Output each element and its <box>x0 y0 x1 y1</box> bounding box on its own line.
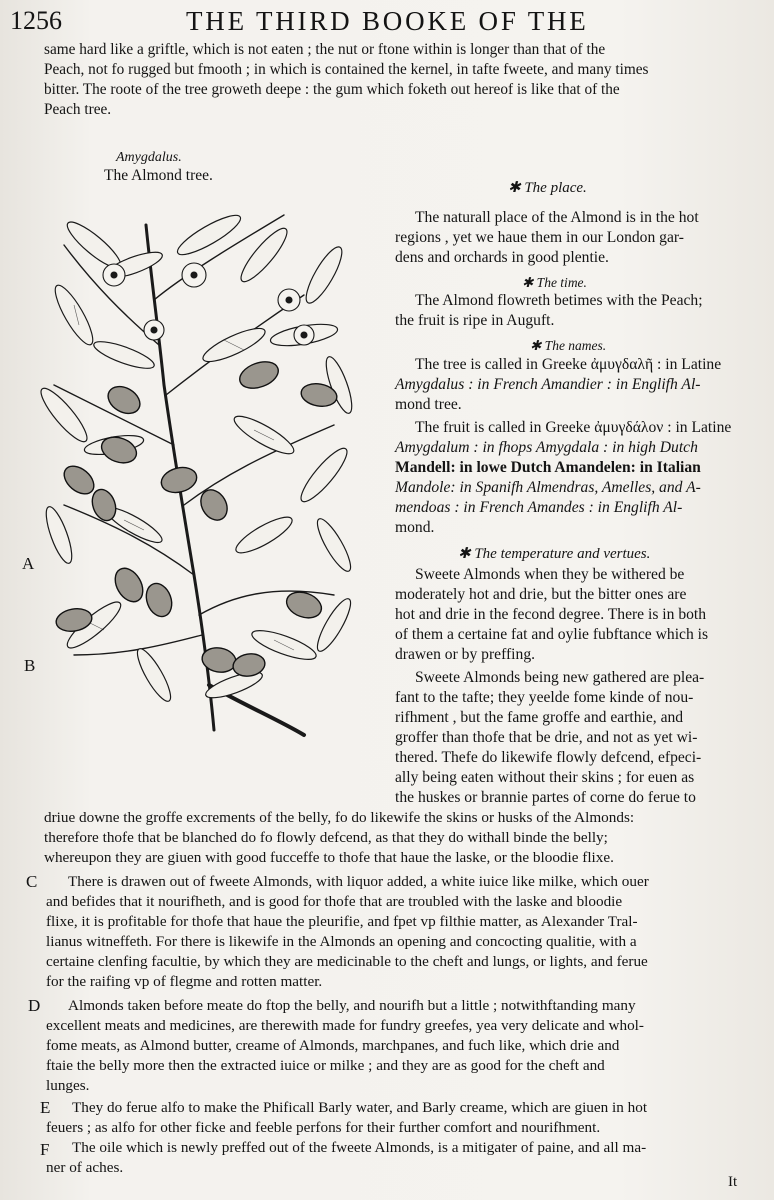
almond-tree-woodcut <box>34 205 374 745</box>
margin-label-e: E <box>40 1098 51 1117</box>
temperature-line: groffer than thofe that be drie, and not as yet wi- <box>395 729 698 746</box>
place-line: dens and orchards in good plentie. <box>395 249 609 266</box>
temperature-line: rifhment , but the fame groffe and earthie, and <box>395 709 684 726</box>
section-c-line: certaine clenfing facultie, by which they are medicinable to the cheft and lungs, or lights, and ferue <box>46 953 648 970</box>
catchword: It <box>728 1174 738 1190</box>
running-title: THE THIRD BOOKE OF THE <box>186 6 589 36</box>
names-line: Amygdalus : in French Amandier : in Englifh Al- <box>395 376 701 393</box>
section-f-line: The oile which is newly preffed out of the fweete Almonds, is a mitigater of paine, and all ma- <box>72 1139 647 1156</box>
temperature-line: therefore thofe that be blanched do fo flowly defcend, as that they do withall binde the belly; <box>44 829 608 846</box>
heading-names: ✱ The names. <box>530 338 607 353</box>
heading-place: ✱ The place. <box>508 180 587 196</box>
temperature-line: the huskes or brannie partes of corne do ferue to <box>395 789 696 806</box>
place-line: regions , yet we haue them in our London gar- <box>395 229 684 246</box>
section-d-line: fome meats, as Almond butter, creame of Almonds, marchpanes, and fuch like, which drie and <box>46 1037 620 1054</box>
section-e-line: feuers ; as alfo for other ficke and feeble perfons for their further comfort and nourifhment. <box>46 1119 601 1136</box>
section-d-line: lunges. <box>46 1077 90 1094</box>
names-line: mendoas : in French Amandes : in Englifh Al- <box>395 499 683 516</box>
temperature-line: drawen or by preffing. <box>395 646 536 663</box>
names-line: mond. <box>395 519 435 536</box>
temperature-line: whereupon they are giuen with good fucceffe to thofe that haue the laske, or the bloodie flixe. <box>44 849 614 866</box>
intro-line: bitter. The roote of the tree groweth deepe : the gum which foketh out hereof is like that of the <box>44 81 620 98</box>
section-f-line: ner of aches. <box>46 1159 124 1176</box>
section-d-line: Almonds taken before meate do ftop the belly, and nourifh but a little ; notwithftanding many <box>68 997 636 1014</box>
intro-line: same hard like a griftle, which is not eaten ; the nut or ftone within is longer than that of the <box>44 41 606 58</box>
heading-time: ✱ The time. <box>522 275 587 290</box>
temperature-line: fant to the tafte; they yeelde fome kinde of nou- <box>395 689 694 706</box>
section-c-line: and befides that it nourifheth, and is good for thofe that are troubled with the laske and bloodie <box>46 893 623 910</box>
temperature-line: of them a certaine fat and oylie fubftance which is <box>395 626 709 643</box>
temperature-line: moderately hot and drie, but the bitter ones are <box>395 586 687 603</box>
heading-temperature: ✱ The temperature and vertues. <box>458 546 651 562</box>
section-c-line: There is drawen out of fweete Almonds, with liquor added, a white iuice like milke, which ouer <box>68 873 649 890</box>
names-line: Mandell: in lowe Dutch Amandelen: in Italian <box>395 459 701 476</box>
names-line: The tree is called in Greeke ἀμυγδαλῆ : in Latine <box>415 356 722 373</box>
temperature-line: hot and drie in the fecond degree. There is in both <box>395 606 707 623</box>
temperature-line: Sweete Almonds being new gathered are plea- <box>415 669 705 686</box>
temperature-line: thered. Thefe do likewife flowly defcend, efpeci- <box>395 749 702 766</box>
names-line: Amygdalum : in fhops Amygdala : in high Dutch <box>395 439 698 456</box>
section-c-line: flixe, it is profitable for thofe that haue the pleurifie, and fpet vp filthie matter, as Alexander Tral- <box>46 913 638 930</box>
names-line: mond tree. <box>395 396 462 413</box>
time-line: The Almond flowreth betimes with the Peach; <box>415 292 703 309</box>
page-number: 1256 <box>10 6 62 35</box>
margin-label-d: D <box>28 996 41 1015</box>
intro-line: Peach tree. <box>44 101 112 118</box>
temperature-line: driue downe the groffe excrements of the belly, fo do likewife the skins or husks of the Almonds: <box>44 809 635 826</box>
section-c-line: for the raifing vp of flegme and rotten matter. <box>46 973 323 990</box>
temperature-line: ally being eaten without their skins ; for euen as <box>395 769 695 786</box>
names-line: The fruit is called in Greeke ἀμυγδάλον : in Latine <box>415 419 732 436</box>
section-c-line: lianus witneffeth. For there is likewife in the Almonds an opening and concocting qualitie, with a <box>46 933 637 950</box>
section-d-line: ftaie the belly more then the extracted iuice or milke ; and they are as good for the cheft and <box>46 1057 605 1074</box>
margin-label-b: B <box>24 656 36 675</box>
section-d-line: excellent meats and medicines, are therewith made for fundry greefes, yea very delicate and whol- <box>46 1017 644 1034</box>
figure-latin-caption: Amygdalus. <box>116 150 182 165</box>
names-line: Mandole: in Spanifh Almendras, Amelles, and A- <box>395 479 701 496</box>
figure-english-caption: The Almond tree. <box>104 167 213 184</box>
section-e-line: They do ferue alfo to make the Phificall Barly water, and Barly creame, which are giuen in hot <box>72 1099 648 1116</box>
place-line: The naturall place of the Almond is in the hot <box>415 209 699 226</box>
time-line: the fruit is ripe in Auguft. <box>395 312 555 329</box>
temperature-line: Sweete Almonds when they be withered be <box>415 566 685 583</box>
margin-label-c: C <box>26 872 38 891</box>
margin-label-f: F <box>40 1140 50 1159</box>
intro-line: Peach, not fo rugged but fmooth ; in which is contained the kernel, in tafte fweete, and many times <box>44 61 649 78</box>
margin-label-a: A <box>22 554 35 573</box>
